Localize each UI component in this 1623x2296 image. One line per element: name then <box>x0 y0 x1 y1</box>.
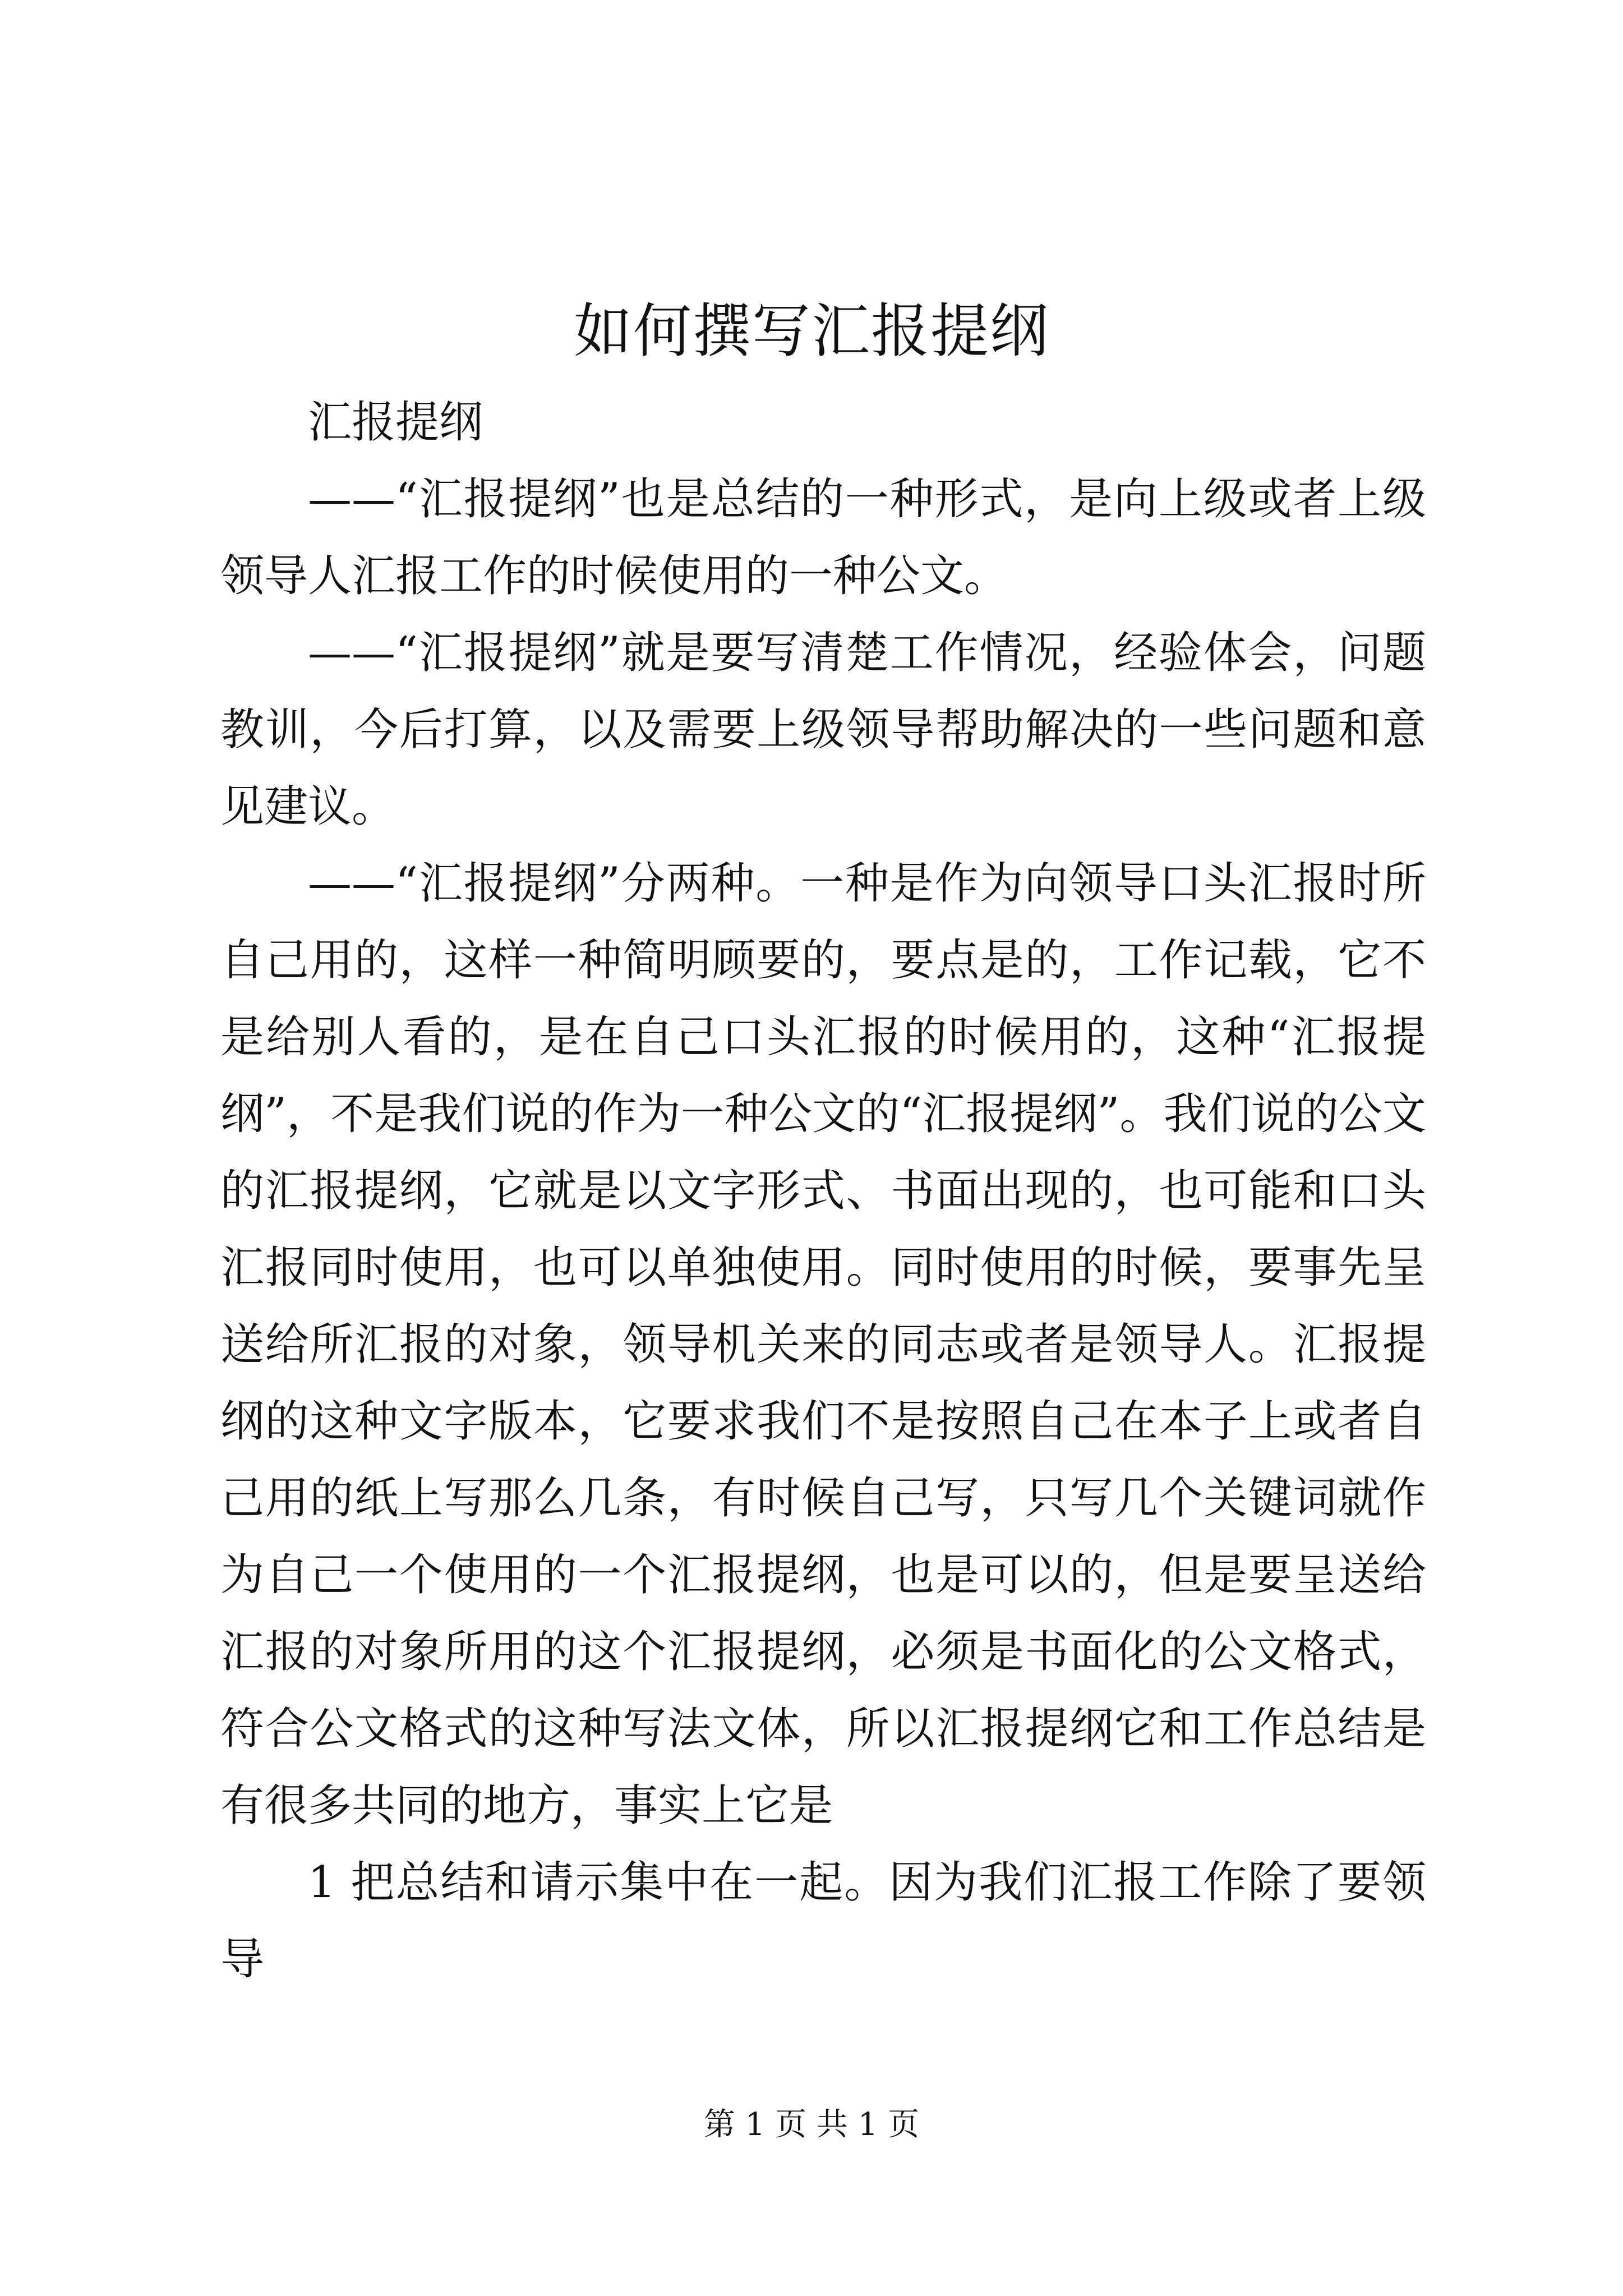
document-body <box>220 384 1426 1998</box>
paragraph-definition: ——“汇报提纲”也是总结的一种形式，是向上级或者上级领导人汇报工作的时候使用的一种公文。 <box>220 474 1426 601</box>
page-footer: 第 1 页 共 1 页 <box>703 2106 920 2143</box>
paragraph-types: ——“汇报提纲”分两种。一种是作为向领导口头汇报时所自己用的，这样一种简明顾要的，要点是的，工作记载，它不是给别人看的，是在自己口头汇报的时候用的，这种“汇报提纲”，不是我们说的作为一种公文的“汇报提纲”。我们说的公文的汇报提纲，它就是以文字形式、书面出现的，也可能和口头汇报同时使用，也可以单独使用。同时使用的时候，要事先呈送给所汇报的对象，领导机关来的同志或者是领导人。汇报提纲的这种文字版本，它要求我们不是按照自己在本子上或者自己用的纸上写那么几条，有时候自己写，只写几个关键词就作为自己一个使用的一个汇报提纲，也是可以的，但是要呈送给汇报的对象所用的这个汇报提纲，必须是书面化的公文格式，符合公文格式的这种写法文体，所以汇报提纲它和工作总结是有很多共同的地方，事实上它是 <box>220 858 1426 1831</box>
paragraph-content: ——“汇报提纲”就是要写清楚工作情况，经验体会，问题教训，今后打算，以及需要上级领导帮助解决的一些问题和意见建议。 <box>220 628 1426 832</box>
paragraph-heading: 汇报提纲 <box>308 397 483 448</box>
document-title: 如何撰写汇报提纲 <box>573 297 1049 365</box>
paragraph-point-1: 1 把总结和请示集中在一起。因为我们汇报工作除了要领导 <box>220 1857 1426 1985</box>
